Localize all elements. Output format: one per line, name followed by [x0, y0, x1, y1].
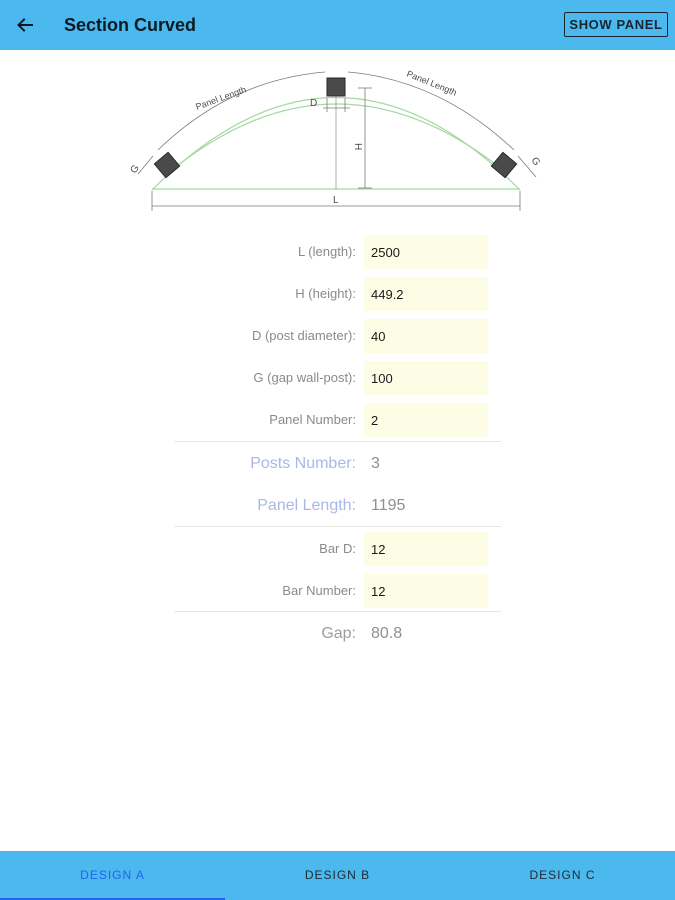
- panel-length-left-label: Panel Length: [194, 84, 248, 112]
- tab-design-a[interactable]: DESIGN A: [80, 868, 145, 882]
- show-panel-button[interactable]: SHOW PANEL: [564, 12, 668, 37]
- l-label: L: [333, 195, 339, 206]
- tab-design-b[interactable]: DESIGN B: [304, 868, 371, 882]
- bar-d-row: [174, 532, 504, 566]
- gap-row: [174, 617, 504, 651]
- panel-length-value: 1195: [371, 497, 406, 514]
- posts-number-row: [174, 447, 504, 481]
- bar-number-input[interactable]: [364, 574, 488, 608]
- posts-number-label: Posts Number:: [250, 455, 356, 472]
- length-input[interactable]: [364, 235, 488, 269]
- gap-wall-post-input[interactable]: [364, 361, 488, 395]
- height-label: H (height):: [295, 286, 356, 301]
- panel-length-right-label: Panel Length: [405, 68, 459, 98]
- bar-number-label: Bar Number:: [282, 583, 356, 598]
- g-left-label: G: [128, 163, 142, 176]
- height-input[interactable]: [364, 277, 488, 311]
- app-bar: [0, 0, 675, 50]
- inner-arc: [172, 104, 503, 170]
- tab-design-c[interactable]: DESIGN C: [529, 868, 596, 882]
- divider: [174, 441, 501, 442]
- back-button[interactable]: [10, 10, 40, 40]
- arrow-left-icon: [10, 10, 40, 40]
- posts-number-value: 3: [371, 455, 380, 472]
- gap-wall-post-label: G (gap wall-post):: [253, 370, 356, 385]
- post-diameter-row: [174, 319, 504, 353]
- panel-number-row: [174, 403, 504, 437]
- bottom-tab-bar: [0, 851, 675, 900]
- panel-length-label: Panel Length:: [257, 497, 356, 514]
- panel-length-left-dim: [158, 72, 325, 150]
- post-center: [327, 78, 345, 96]
- divider: [174, 611, 501, 612]
- divider: [174, 526, 501, 527]
- d-label: D: [310, 98, 318, 109]
- length-label: L (length):: [297, 244, 356, 259]
- post-diameter-input[interactable]: [364, 319, 488, 353]
- post-right: [491, 152, 516, 177]
- gap-wall-post-row: [174, 361, 504, 395]
- bar-number-row: [174, 574, 504, 608]
- page-title: Section Curved: [64, 15, 197, 35]
- panel-length-row: [174, 489, 504, 523]
- h-label: H: [352, 143, 363, 151]
- panel-number-input[interactable]: [364, 403, 488, 437]
- post-left: [154, 152, 179, 177]
- gap-label: Gap:: [321, 625, 356, 642]
- panel-number-label: Panel Number:: [269, 412, 356, 427]
- gap-value: 80.8: [371, 625, 403, 642]
- section-curved-diagram: [0, 50, 675, 220]
- g-right-label: G: [528, 155, 543, 169]
- height-row: [174, 277, 504, 311]
- bar-d-label: Bar D:: [319, 541, 356, 556]
- length-row: [174, 235, 504, 269]
- post-diameter-label: D (post diameter):: [251, 328, 356, 343]
- bar-d-input[interactable]: [364, 532, 488, 566]
